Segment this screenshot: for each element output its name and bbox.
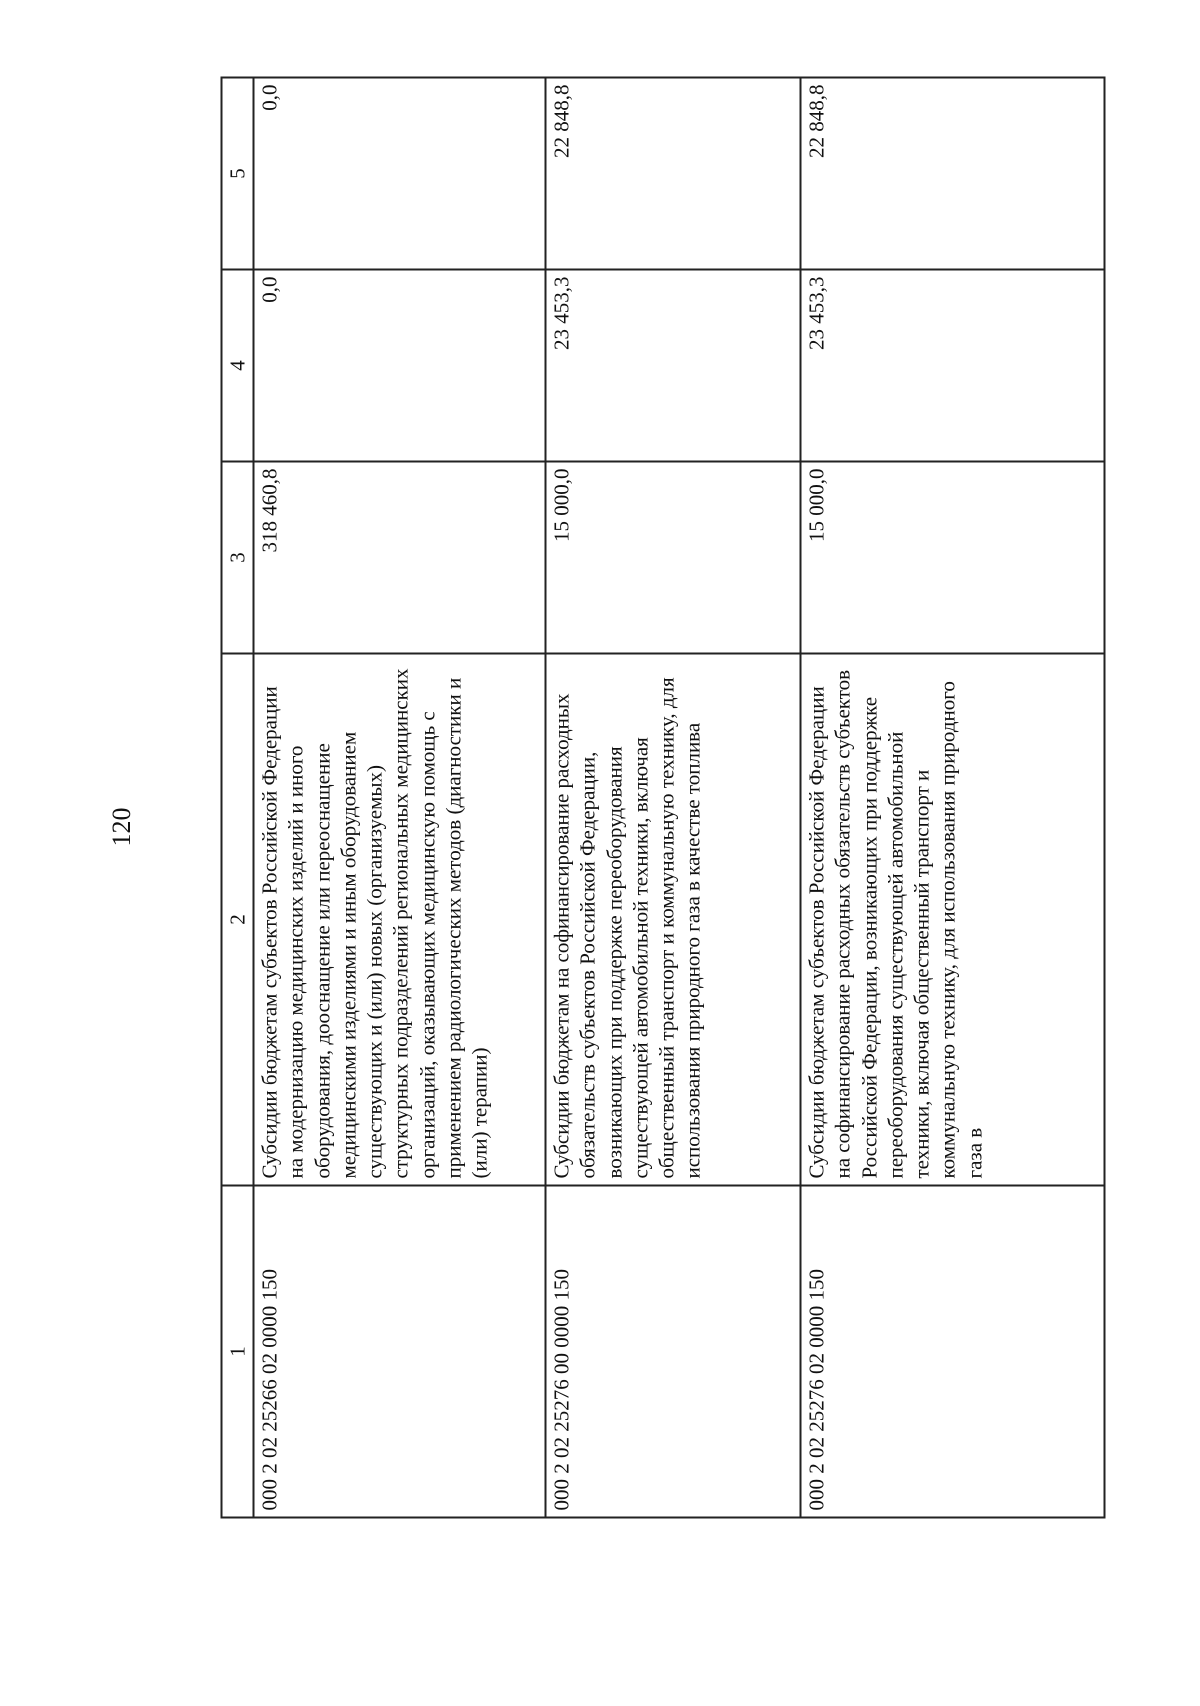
table-row: [253, 77, 545, 1517]
row-value-col4: 0,0: [253, 269, 545, 461]
row-value-col3: 318 460,8: [253, 461, 545, 653]
header-col-2: 2: [221, 653, 253, 1185]
header-col-4: 4: [221, 269, 253, 461]
row-code: 000 2 02 25276 00 0000 150: [545, 1185, 800, 1517]
row-value-col5: 0,0: [253, 77, 545, 269]
row-value-col3: 15 000,0: [545, 461, 800, 653]
header-col-1: 1: [221, 1185, 253, 1517]
row-code: 000 2 02 25276 02 0000 150: [800, 1185, 1104, 1517]
budget-table: [220, 76, 1105, 1518]
row-description: Субсидии бюджетам субъектов Российской Федерации на софинансирование расходных обязательств субъектов Российской Федерации, возникающих при поддержке переоборудования существующей автомобильной техники, включая общественный транспорт и коммунальную технику, для использования природного газа в: [800, 653, 1104, 1185]
table-row: [545, 77, 800, 1517]
table-body: [253, 77, 1104, 1517]
row-value-col4: 23 453,3: [545, 269, 800, 461]
row-value-col5: 22 848,8: [800, 77, 1104, 269]
row-code: 000 2 02 25266 02 0000 150: [253, 1185, 545, 1517]
row-description: Субсидии бюджетам субъектов Российской Федерации на модернизацию медицинских изделий и иного оборудования, дооснащение или переоснащение медицинскими изделиями и иным оборудованием существующих и (или) новых (организуемых) структурных подразделений региональных медицинских организаций, оказывающих медицинскую помощь с применением радиологических методов (диагностики и (или) терапии): [253, 653, 545, 1185]
row-value-col4: 23 453,3: [800, 269, 1104, 461]
table-header: [221, 77, 253, 1517]
budget-table-wrapper: [220, 78, 1105, 1518]
row-value-col5: 22 848,8: [545, 77, 800, 269]
table-row: [800, 77, 1104, 1517]
row-value-col3: 15 000,0: [800, 461, 1104, 653]
header-col-5: 5: [221, 77, 253, 269]
page-number: 120: [107, 807, 136, 847]
header-col-3: 3: [221, 461, 253, 653]
header-row: [221, 77, 253, 1517]
row-description: Субсидии бюджетам на софинансирование расходных обязательств субъектов Российской Федерации, возникающих при поддержке переоборудования существующей автомобильной техники, включая общественный транспорт и коммунальную технику, для использования природного газа в качестве топлива: [545, 653, 800, 1185]
